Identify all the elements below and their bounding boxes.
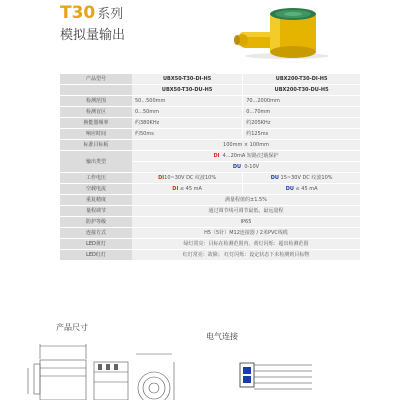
spec-label: 空载电流 <box>60 184 132 195</box>
spec-value: DI 4...20mA 短路/过载保护 <box>132 151 360 162</box>
spec-model-1: UBX50-T30-DI-H5 <box>132 74 243 85</box>
section-electrical-title: 电气连接 <box>206 332 238 341</box>
spec-value: 通过调节线可调节最低、最远量程 <box>132 206 360 217</box>
spec-value: DI ≤ 45 mA <box>132 184 243 195</box>
spec-value: DU 0-10V <box>132 162 360 173</box>
spec-value: H5（5针）M12连接器 / 2米PVC线缆 <box>132 228 360 239</box>
spec-label: LED红灯 <box>60 250 132 261</box>
spec-value: 0...70mm <box>243 107 360 118</box>
spec-value: 红灯常亮：故障； 红灯闪烁：设定状态下未检测到目标物 <box>132 250 360 261</box>
spec-row-output-di <box>60 151 360 162</box>
spec-label: LED黄灯 <box>60 239 132 250</box>
spec-row-freq <box>60 118 360 129</box>
spec-label: 量程调节 <box>60 206 132 217</box>
spec-label: 检测盲区 <box>60 107 132 118</box>
spec-label: 换能器频率 <box>60 118 132 129</box>
spec-label-empty <box>60 85 132 96</box>
page-title: T30 系列 <box>60 3 124 23</box>
spec-label: 输出类型 <box>60 151 132 173</box>
spec-row-blind <box>60 107 360 118</box>
spec-label: 产品型号 <box>60 74 132 85</box>
spec-row-current <box>60 184 360 195</box>
dimension-drawing <box>24 332 196 400</box>
page-subtitle: 模拟量输出 <box>60 28 126 43</box>
spec-label: 防护等级 <box>60 217 132 228</box>
spec-row-range <box>60 96 360 107</box>
spec-model-3: UBX50-T30-DU-H5 <box>132 85 243 96</box>
spec-label: 连接方式 <box>60 228 132 239</box>
spec-value: 0...50mm <box>132 107 243 118</box>
spec-value: 50...500mm <box>132 96 243 107</box>
spec-value: 约50ms <box>132 129 243 140</box>
spec-row-voltage <box>60 173 360 184</box>
spec-row-target <box>60 140 360 151</box>
spec-value: 满量程值的±1.5% <box>132 195 360 206</box>
spec-label: 检测范围 <box>60 96 132 107</box>
spec-table <box>60 74 360 261</box>
spec-value: DU 15~30V DC 纹波10% <box>243 173 360 184</box>
spec-row-led-yellow <box>60 239 360 250</box>
wiring-diagram <box>236 355 326 395</box>
di-tag: DI <box>213 153 220 159</box>
spec-row-model-2 <box>60 85 360 96</box>
spec-row-adjust <box>60 206 360 217</box>
spec-row-connection <box>60 228 360 239</box>
spec-value: 100mm × 100mm <box>132 140 360 151</box>
spec-label: 重复精度 <box>60 195 132 206</box>
spec-value: 约380KHz <box>132 118 243 129</box>
spec-row-led-red <box>60 250 360 261</box>
spec-row-response <box>60 129 360 140</box>
spec-value: DI10~30V DC 纹波10% <box>132 173 243 184</box>
spec-value: 绿灯常亮：目标在检测范围内，黄灯闪烁：超出检测范围 <box>132 239 360 250</box>
spec-label: 标准目标板 <box>60 140 132 151</box>
spec-value: 70...2000mm <box>243 96 360 107</box>
spec-model-4: UBX200-T30-DU-H5 <box>243 85 360 96</box>
spec-value: DU ≤ 45 mA <box>243 184 360 195</box>
spec-label: 工作电压 <box>60 173 132 184</box>
title-suffix: 系列 <box>97 7 124 22</box>
spec-model-2: UBX200-T30-DI-H5 <box>243 74 360 85</box>
du-tag: DU <box>232 164 242 170</box>
spec-row-model <box>60 74 360 85</box>
spec-value: 约205KHz <box>243 118 360 129</box>
product-image <box>232 2 342 60</box>
spec-label: 响应时间 <box>60 129 132 140</box>
spec-value: IP65 <box>132 217 360 228</box>
spec-row-protect <box>60 217 360 228</box>
spec-row-repeat <box>60 195 360 206</box>
spec-value: 约125ms <box>243 129 360 140</box>
section-dimensions-title: 产品尺寸 <box>56 323 88 332</box>
